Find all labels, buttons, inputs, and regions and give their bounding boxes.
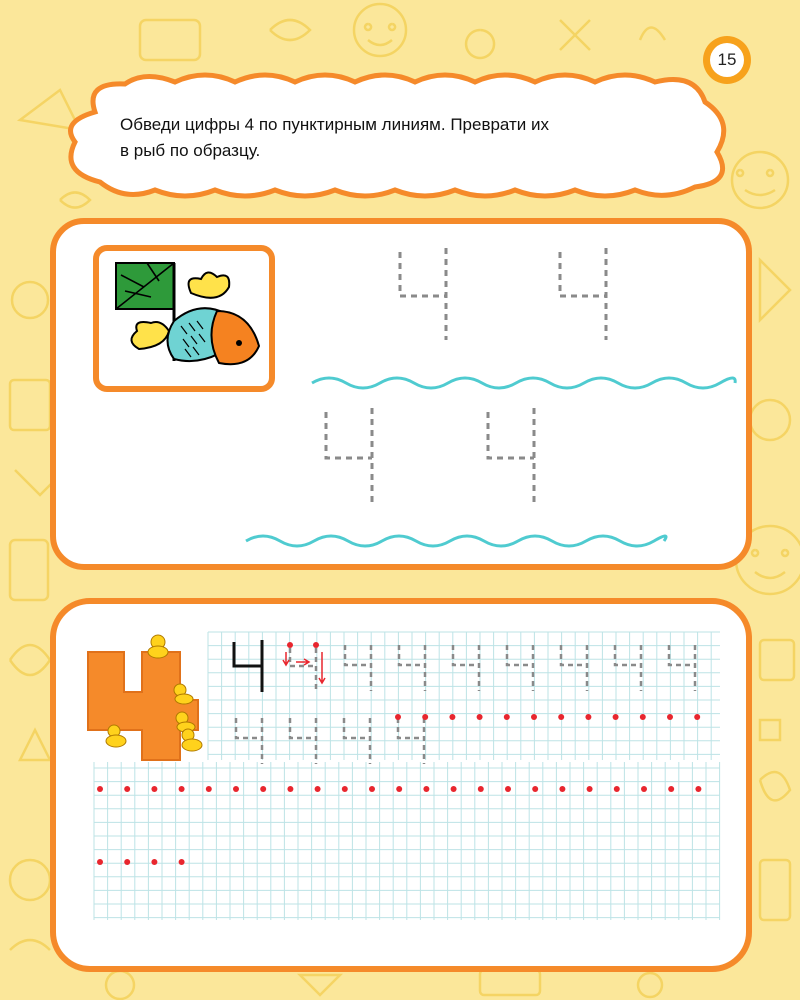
start-dot [97, 859, 103, 865]
practice-grid [94, 632, 720, 920]
dashed-four [507, 645, 533, 691]
start-dot [260, 786, 266, 792]
start-dot [124, 859, 130, 865]
start-dot [532, 786, 538, 792]
start-dot [287, 786, 293, 792]
start-dot [423, 786, 429, 792]
start-dot [558, 714, 564, 720]
start-dot [369, 786, 375, 792]
digit-four-duck-icon [88, 635, 202, 760]
start-dot [179, 786, 185, 792]
start-dot [613, 714, 619, 720]
start-dot [668, 786, 674, 792]
start-dot [614, 786, 620, 792]
start-dot [531, 714, 537, 720]
start-dot [559, 786, 565, 792]
start-dot [97, 786, 103, 792]
solid-four-sample [234, 640, 262, 692]
start-dot [694, 714, 700, 720]
start-dot [640, 714, 646, 720]
start-dot [477, 714, 483, 720]
start-dot [396, 786, 402, 792]
start-dot [641, 786, 647, 792]
start-dot [587, 786, 593, 792]
start-dot [395, 714, 401, 720]
start-dot [233, 786, 239, 792]
start-dot [478, 786, 484, 792]
start-dot [585, 714, 591, 720]
start-dot [151, 786, 157, 792]
start-dot [695, 786, 701, 792]
dashed-four [669, 645, 695, 691]
start-dot [504, 714, 510, 720]
instruction-line-2: в рыб по образцу. [120, 141, 261, 160]
start-dot [451, 786, 457, 792]
start-dot [179, 859, 185, 865]
instruction-line-1: Обведи цифры 4 по пунктирным линиям. Преврати их [120, 115, 550, 134]
start-dot [667, 714, 673, 720]
start-dot [315, 786, 321, 792]
dashed-four [615, 645, 641, 691]
start-dot [449, 714, 455, 720]
start-dot [124, 786, 130, 792]
start-dot [151, 859, 157, 865]
dashed-four-row [236, 645, 695, 764]
start-dot [342, 786, 348, 792]
start-dot [505, 786, 511, 792]
page-number: 15 [710, 43, 744, 77]
start-dot [422, 714, 428, 720]
dashed-four [561, 645, 587, 691]
start-dot [206, 786, 212, 792]
